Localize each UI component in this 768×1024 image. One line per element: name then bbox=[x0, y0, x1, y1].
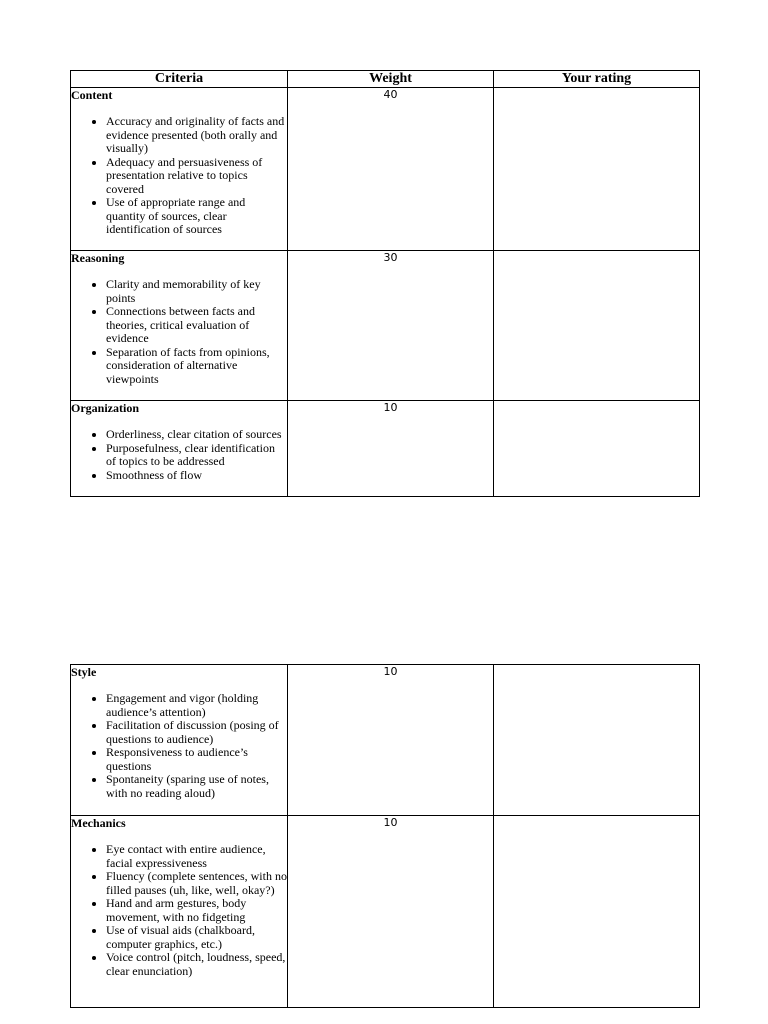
weight-value: 30 bbox=[288, 251, 494, 401]
section-title: Style bbox=[71, 665, 97, 679]
criteria-item: • Use of visual aids (chalkboard, computer graphics, etc.) bbox=[106, 924, 287, 951]
criteria-item: • Purposefulness, clear identification of topics to be addressed bbox=[106, 442, 287, 469]
criteria-cell bbox=[71, 88, 288, 251]
section-title: Reasoning bbox=[71, 251, 125, 265]
criteria-cell bbox=[71, 665, 288, 816]
criteria-item: • Engagement and vigor (holding audience’s attention) bbox=[106, 692, 287, 719]
header-row bbox=[71, 71, 700, 88]
criteria-item: • Use of appropriate range and quantity of sources, clear identification of sources bbox=[106, 196, 287, 237]
criteria-list bbox=[71, 428, 287, 482]
rubric-table-bottom bbox=[70, 664, 700, 1008]
criteria-item: • Separation of facts from opinions, consideration of alternative viewpoints bbox=[106, 346, 287, 387]
rubric-table-top bbox=[70, 70, 700, 497]
rating-cell[interactable] bbox=[494, 816, 700, 1008]
rating-cell[interactable] bbox=[494, 401, 700, 497]
criteria-list bbox=[71, 278, 287, 386]
section-title: Organization bbox=[71, 401, 139, 415]
rating-header: Your rating bbox=[494, 71, 700, 88]
criteria-list bbox=[71, 843, 287, 978]
weight-header: Weight bbox=[288, 71, 494, 88]
criteria-item: • Eye contact with entire audience, facial expressiveness bbox=[106, 843, 287, 870]
criteria-item: • Facilitation of discussion (posing of questions to audience) bbox=[106, 719, 287, 746]
criteria-list bbox=[71, 692, 287, 800]
criteria-item: • Responsiveness to audience’s questions bbox=[106, 746, 287, 773]
criteria-header: Criteria bbox=[71, 71, 288, 88]
section-title: Mechanics bbox=[71, 816, 126, 830]
rating-cell[interactable] bbox=[494, 88, 700, 251]
weight-value: 40 bbox=[288, 88, 494, 251]
rating-cell[interactable] bbox=[494, 251, 700, 401]
criteria-item: • Accuracy and originality of facts and evidence presented (both orally and visually) bbox=[106, 115, 287, 156]
criteria-item: • Smoothness of flow bbox=[106, 469, 287, 483]
criteria-item: • Adequacy and persuasiveness of presentation relative to topics covered bbox=[106, 156, 287, 197]
criteria-item: • Clarity and memorability of key points bbox=[106, 278, 287, 305]
weight-value: 10 bbox=[288, 665, 494, 816]
criteria-item: • Connections between facts and theories, critical evaluation of evidence bbox=[106, 305, 287, 346]
criteria-row-reasoning bbox=[71, 251, 700, 401]
weight-value: 10 bbox=[288, 401, 494, 497]
criteria-cell bbox=[71, 816, 288, 1008]
criteria-row-content bbox=[71, 88, 700, 251]
criteria-item: • Orderliness, clear citation of sources bbox=[106, 428, 287, 442]
criteria-row-mechanics bbox=[71, 816, 700, 1008]
rating-cell[interactable] bbox=[494, 665, 700, 816]
section-title: Content bbox=[71, 88, 113, 102]
criteria-cell bbox=[71, 401, 288, 497]
weight-value: 10 bbox=[288, 816, 494, 1008]
criteria-item: • Fluency (complete sentences, with no filled pauses (uh, like, well, okay?) bbox=[106, 870, 287, 897]
criteria-cell bbox=[71, 251, 288, 401]
criteria-item: • Spontaneity (sparing use of notes, with no reading aloud) bbox=[106, 773, 287, 800]
criteria-item: • Voice control (pitch, loudness, speed, clear enunciation) bbox=[106, 951, 287, 978]
criteria-item: • Hand and arm gestures, body movement, with no fidgeting bbox=[106, 897, 287, 924]
criteria-row-style bbox=[71, 665, 700, 816]
criteria-list bbox=[71, 115, 287, 237]
criteria-row-organization bbox=[71, 401, 700, 497]
